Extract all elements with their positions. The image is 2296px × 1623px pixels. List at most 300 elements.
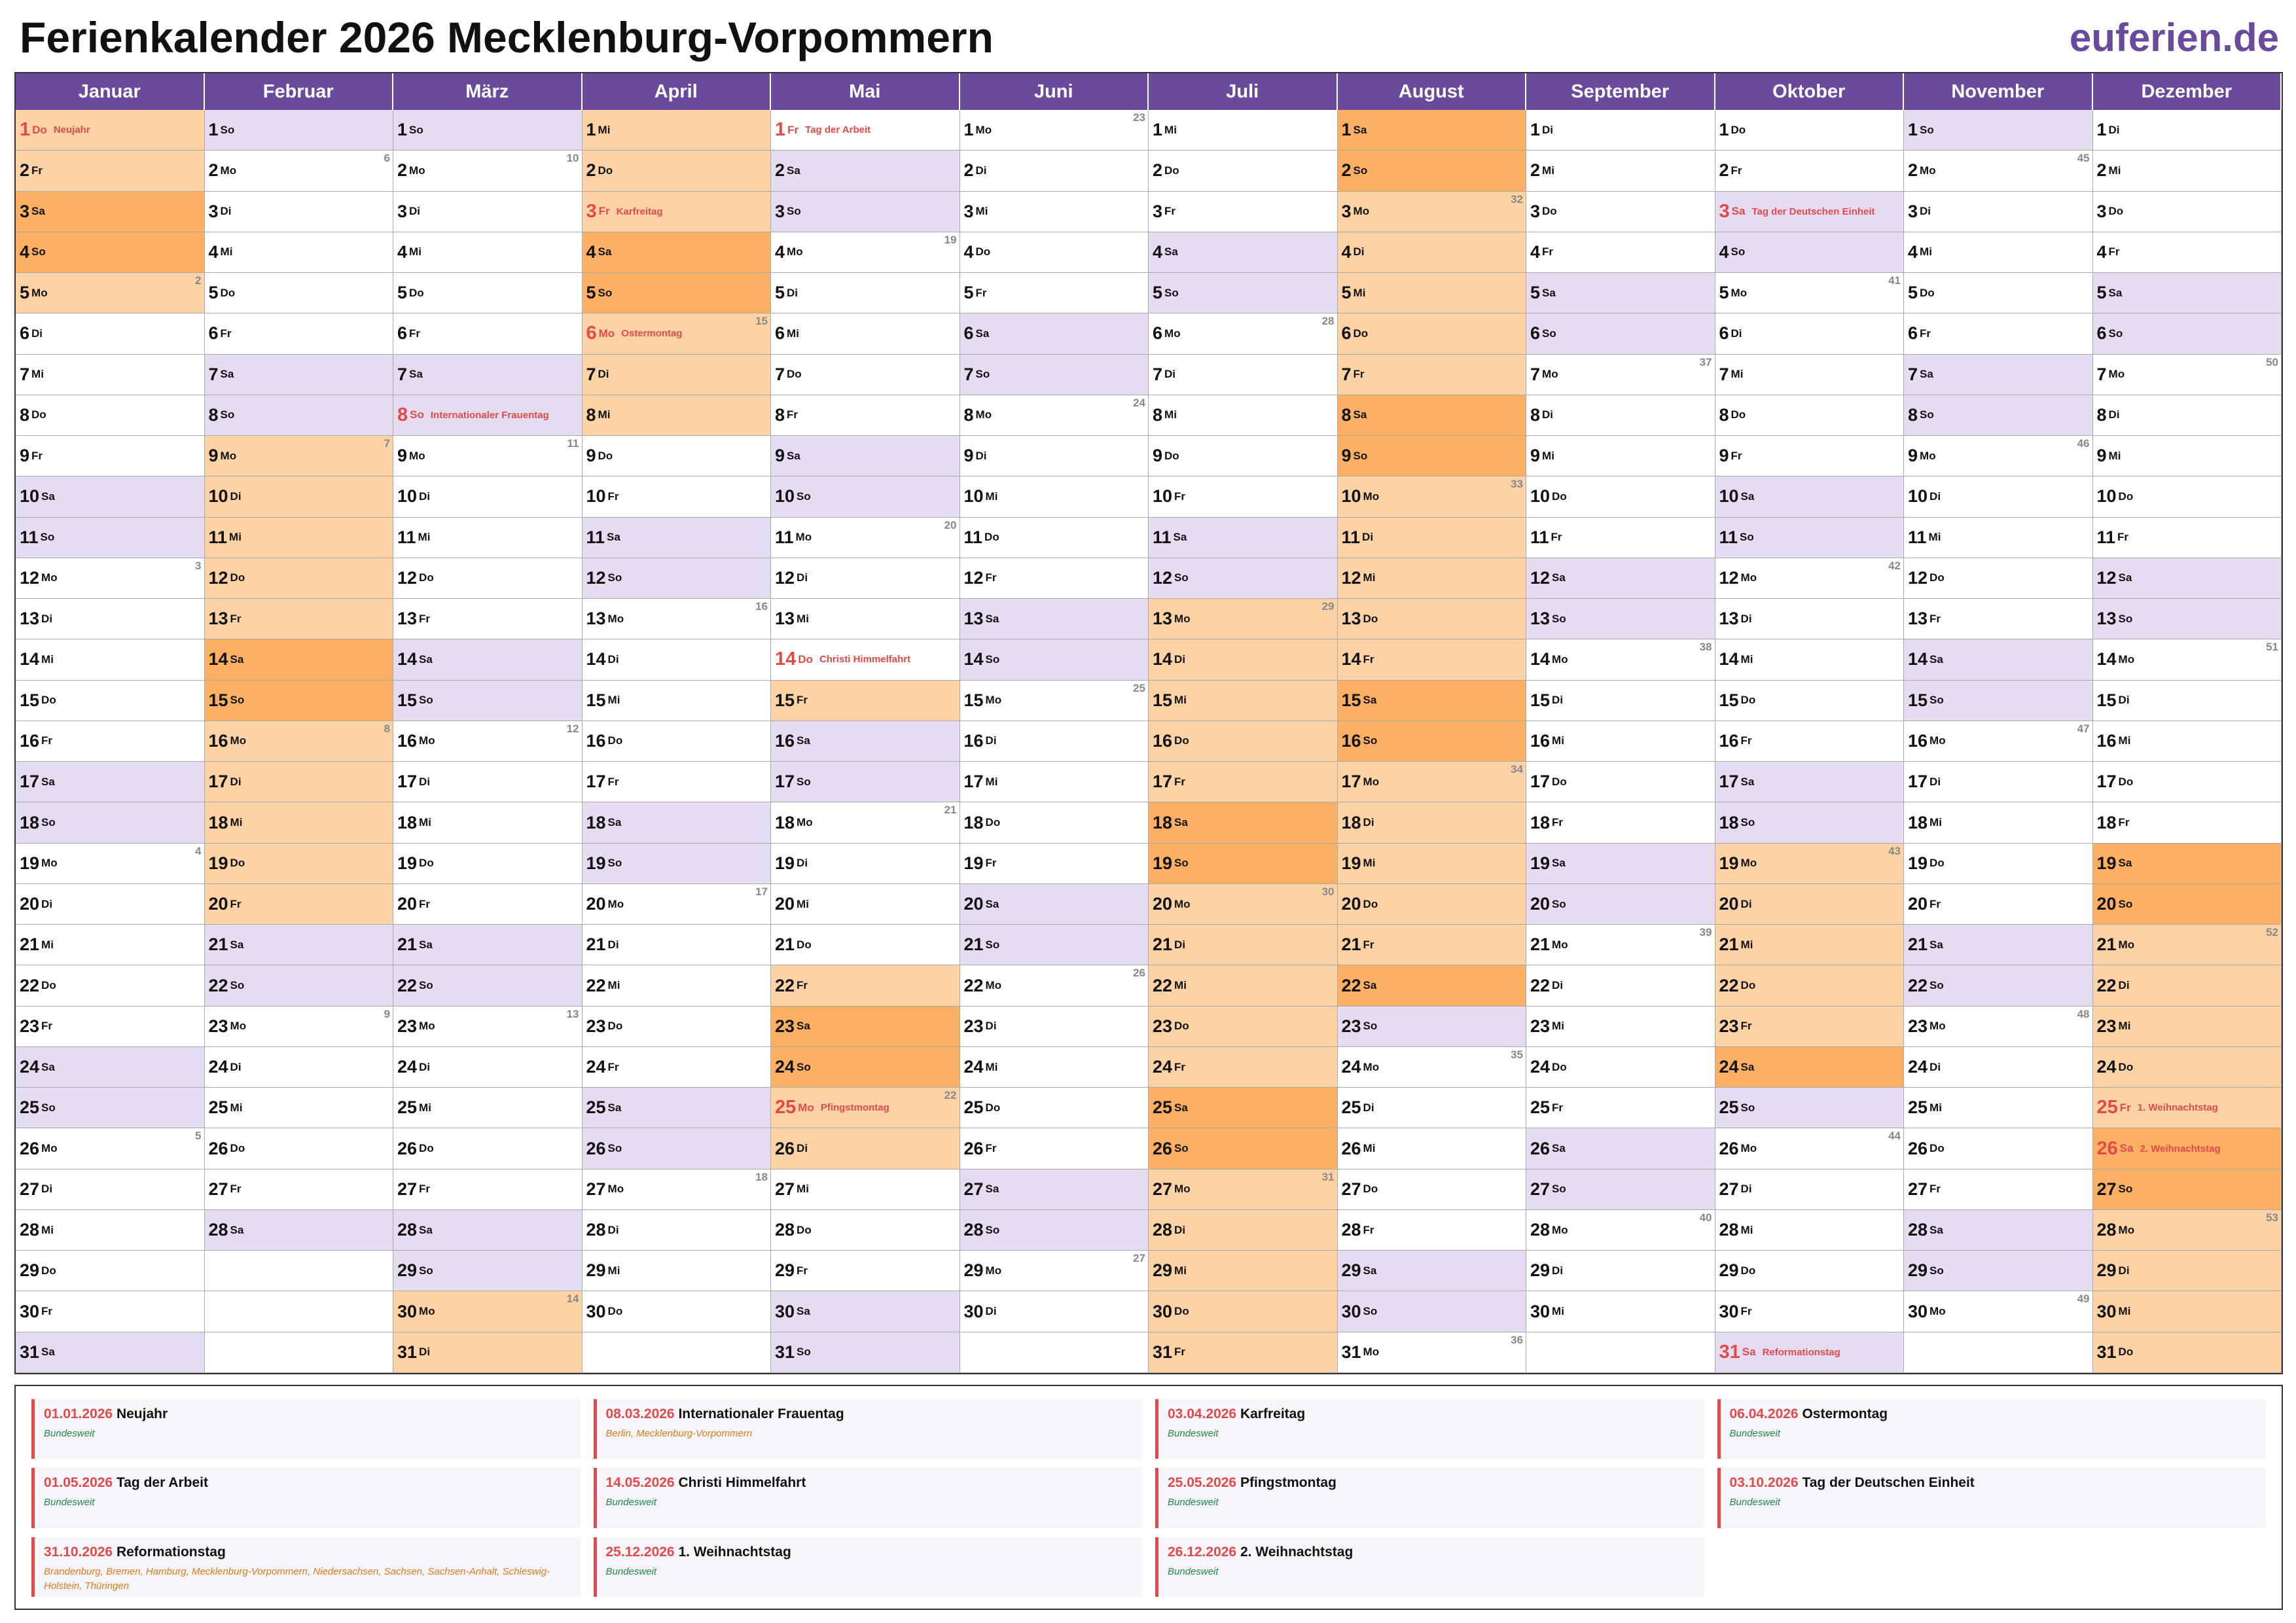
weekday-label: So bbox=[419, 694, 433, 707]
day-cell bbox=[1904, 681, 2093, 721]
weekday-label: So bbox=[220, 408, 235, 421]
day-number: 16 bbox=[775, 730, 795, 751]
week-number: 40 bbox=[1699, 1211, 1712, 1224]
day-cell bbox=[1338, 1251, 1527, 1291]
weekday-label: Mi bbox=[1920, 245, 1932, 259]
day-cell bbox=[393, 681, 583, 721]
weekday-label: So bbox=[607, 1142, 622, 1155]
day-cell bbox=[2093, 395, 2282, 436]
day-number: 15 bbox=[1719, 690, 1739, 710]
weekday-label: Mo bbox=[220, 449, 237, 462]
day-number: 10 bbox=[1530, 486, 1551, 507]
day-cell bbox=[771, 1210, 960, 1251]
weekday-label: So bbox=[1920, 408, 1934, 421]
weekday-label: Mo bbox=[1740, 571, 1757, 584]
day-number: 2 bbox=[20, 160, 30, 181]
week-number: 51 bbox=[2266, 641, 2278, 654]
week-number: 34 bbox=[1511, 763, 1523, 776]
weekday-label: Mo bbox=[795, 531, 812, 544]
weekday-label: So bbox=[1164, 286, 1179, 299]
day-cell bbox=[583, 313, 772, 354]
day-number: 27 bbox=[208, 1179, 228, 1199]
legend-title bbox=[1168, 1543, 1695, 1562]
weekday-label: Di bbox=[797, 857, 808, 870]
weekday-label: So bbox=[419, 979, 433, 992]
day-cell bbox=[393, 884, 583, 925]
day-number: 19 bbox=[397, 853, 418, 873]
month-header: Juli bbox=[1149, 73, 1338, 110]
day-cell bbox=[1715, 151, 1905, 191]
day-cell bbox=[583, 1291, 772, 1332]
weekday-label: So bbox=[985, 938, 1000, 951]
weekday-label: Di bbox=[1929, 1060, 1941, 1073]
brand-logo[interactable]: euferien.de bbox=[2069, 16, 2279, 60]
day-cell bbox=[2093, 151, 2282, 191]
day-number: 11 bbox=[397, 527, 416, 547]
day-number: 20 bbox=[963, 894, 984, 914]
day-cell bbox=[583, 965, 772, 1006]
day-cell bbox=[16, 1251, 205, 1291]
day-number: 10 bbox=[2096, 486, 2117, 507]
day-number: 18 bbox=[1719, 812, 1739, 832]
weekday-label: Mi bbox=[1363, 571, 1376, 584]
day-number: 6 bbox=[963, 323, 974, 344]
weekday-label: Do bbox=[1740, 979, 1756, 992]
empty-cell bbox=[205, 1332, 394, 1373]
weekday-label: Do bbox=[797, 938, 812, 951]
day-number: 9 bbox=[2096, 446, 2107, 466]
day-number: 29 bbox=[20, 1260, 40, 1281]
day-number: 23 bbox=[586, 1016, 606, 1036]
weekday-label: Sa bbox=[985, 897, 999, 910]
day-cell bbox=[393, 110, 583, 151]
day-number: 10 bbox=[208, 486, 228, 507]
day-number: 16 bbox=[1719, 730, 1739, 751]
day-number: 14 bbox=[208, 649, 228, 669]
holiday-label: Pfingstmontag bbox=[820, 1102, 889, 1114]
day-number: 30 bbox=[1153, 1301, 1173, 1321]
weekday-label: Do bbox=[607, 1020, 623, 1033]
day-number: 3 bbox=[1341, 201, 1352, 221]
day-number: 3 bbox=[963, 201, 974, 221]
day-number: 5 bbox=[1153, 283, 1163, 303]
day-cell bbox=[1149, 1007, 1338, 1047]
day-cell bbox=[771, 273, 960, 313]
day-number: 25 bbox=[1908, 1097, 1928, 1118]
day-number: 27 bbox=[1153, 1179, 1173, 1199]
weekday-label: Di bbox=[985, 1020, 997, 1033]
day-cell bbox=[1715, 558, 1905, 599]
weekday-label: Mi bbox=[1164, 408, 1177, 421]
day-number: 8 bbox=[963, 404, 974, 425]
day-number: 6 bbox=[775, 323, 785, 344]
weekday-label: Mo bbox=[985, 979, 1002, 992]
day-number: 27 bbox=[586, 1179, 606, 1199]
weekday-label: Fr bbox=[220, 327, 232, 340]
weekday-label: Sa bbox=[1740, 490, 1755, 503]
weekday-label: Do bbox=[1740, 1264, 1756, 1277]
day-number: 19 bbox=[1908, 853, 1928, 873]
weekday-label: Mo bbox=[975, 123, 992, 136]
day-cell bbox=[205, 273, 394, 313]
weekday-label: Sa bbox=[1173, 531, 1187, 544]
day-number: 15 bbox=[963, 690, 984, 710]
weekday-label: So bbox=[985, 652, 1000, 666]
day-number: 2 bbox=[1153, 160, 1163, 181]
day-cell bbox=[205, 232, 394, 273]
day-number: 27 bbox=[1530, 1179, 1551, 1199]
week-number: 42 bbox=[1888, 559, 1901, 572]
legend-title bbox=[1168, 1473, 1695, 1493]
weekday-label: Fr bbox=[1174, 1346, 1186, 1359]
day-number: 22 bbox=[397, 975, 418, 995]
day-cell bbox=[16, 313, 205, 354]
weekday-label: Do bbox=[1552, 775, 1567, 788]
day-cell bbox=[1149, 1128, 1338, 1169]
day-number: 21 bbox=[1908, 935, 1928, 955]
day-cell bbox=[1338, 721, 1527, 762]
day-cell bbox=[1715, 1007, 1905, 1047]
weekday-label: Di bbox=[2118, 694, 2130, 707]
day-cell bbox=[393, 1128, 583, 1169]
week-number: 36 bbox=[1511, 1333, 1523, 1346]
week-number: 22 bbox=[944, 1089, 957, 1102]
day-cell bbox=[2093, 802, 2282, 843]
day-cell bbox=[1338, 232, 1527, 273]
day-number: 24 bbox=[1908, 1057, 1928, 1077]
day-cell bbox=[2093, 558, 2282, 599]
day-number: 17 bbox=[397, 772, 418, 792]
day-cell bbox=[16, 1007, 205, 1047]
day-number: 11 bbox=[1719, 527, 1738, 547]
day-number: 14 bbox=[397, 649, 418, 669]
day-number: 17 bbox=[20, 772, 40, 792]
day-number: 11 bbox=[1341, 527, 1361, 547]
day-number: 16 bbox=[1153, 730, 1173, 751]
day-number: 29 bbox=[1719, 1260, 1739, 1281]
day-cell bbox=[2093, 884, 2282, 925]
day-number: 4 bbox=[775, 241, 785, 262]
day-number: 13 bbox=[586, 609, 606, 629]
day-cell bbox=[16, 1210, 205, 1251]
weekday-label: Do bbox=[1174, 1020, 1189, 1033]
day-cell bbox=[205, 884, 394, 925]
week-number: 31 bbox=[1321, 1170, 1335, 1183]
legend-title bbox=[44, 1404, 571, 1424]
weekday-label: Fr bbox=[797, 979, 808, 992]
day-cell bbox=[2093, 1332, 2282, 1373]
weekday-label: Mi bbox=[1552, 734, 1564, 747]
day-cell bbox=[771, 558, 960, 599]
week-number: 17 bbox=[755, 885, 768, 898]
day-cell bbox=[771, 1251, 960, 1291]
weekday-label: Do bbox=[230, 571, 245, 584]
day-number: 7 bbox=[2096, 364, 2107, 384]
weekday-label: Fr bbox=[1929, 1183, 1941, 1196]
day-cell bbox=[771, 721, 960, 762]
day-number: 22 bbox=[1908, 975, 1928, 995]
day-number: 13 bbox=[963, 609, 984, 629]
week-number: 24 bbox=[1133, 396, 1145, 409]
weekday-label: Do bbox=[41, 1264, 56, 1277]
weekday-label: So bbox=[1929, 1264, 1944, 1277]
day-cell bbox=[393, 355, 583, 395]
day-cell bbox=[2093, 110, 2282, 151]
day-number: 6 bbox=[20, 323, 30, 344]
day-number: 31 bbox=[1719, 1341, 1740, 1363]
day-cell bbox=[393, 599, 583, 639]
day-cell bbox=[960, 884, 1149, 925]
weekday-label: Mi bbox=[220, 245, 233, 259]
day-number: 10 bbox=[775, 486, 795, 507]
day-cell bbox=[1715, 313, 1905, 354]
day-number: 25 bbox=[20, 1097, 40, 1118]
weekday-label: So bbox=[1353, 449, 1368, 462]
day-number: 10 bbox=[1153, 486, 1173, 507]
day-cell bbox=[583, 1210, 772, 1251]
weekday-label: Fr bbox=[2108, 245, 2120, 259]
day-cell bbox=[1715, 110, 1905, 151]
weekday-label: Sa bbox=[1552, 857, 1566, 870]
day-number: 30 bbox=[586, 1301, 606, 1321]
day-number: 16 bbox=[1341, 730, 1361, 751]
day-cell bbox=[1149, 232, 1338, 273]
legend-date: 14.05.2026 bbox=[605, 1475, 675, 1491]
day-number: 12 bbox=[775, 567, 795, 588]
day-number: 8 bbox=[397, 404, 408, 425]
day-number: 3 bbox=[397, 201, 408, 221]
day-number: 9 bbox=[963, 446, 974, 466]
day-number: 25 bbox=[1530, 1097, 1551, 1118]
day-cell bbox=[16, 884, 205, 925]
day-number: 19 bbox=[1153, 853, 1173, 873]
day-number: 21 bbox=[1153, 935, 1173, 955]
weekday-label: Do bbox=[975, 245, 991, 259]
day-number: 28 bbox=[1530, 1220, 1551, 1240]
day-cell bbox=[1715, 436, 1905, 476]
day-number: 30 bbox=[1719, 1301, 1739, 1321]
day-number: 26 bbox=[1153, 1138, 1173, 1158]
day-cell bbox=[1338, 313, 1527, 354]
weekday-label: Di bbox=[1740, 1183, 1752, 1196]
day-number: 26 bbox=[208, 1138, 228, 1158]
day-cell bbox=[16, 599, 205, 639]
weekday-label: Mo bbox=[1174, 1183, 1191, 1196]
weekday-label: Sa bbox=[1363, 1264, 1377, 1277]
day-number: 23 bbox=[963, 1016, 984, 1036]
weekday-label: Mo bbox=[1731, 286, 1748, 299]
day-cell bbox=[1904, 436, 2093, 476]
day-cell bbox=[1526, 639, 1715, 680]
day-number: 23 bbox=[1341, 1016, 1361, 1036]
day-cell bbox=[2093, 1047, 2282, 1088]
weekday-label: Mo bbox=[230, 1020, 247, 1033]
weekday-label: Fr bbox=[598, 205, 610, 218]
day-cell bbox=[1715, 1047, 1905, 1088]
weekday-label: Do bbox=[607, 1305, 623, 1318]
day-number: 20 bbox=[1908, 894, 1928, 914]
day-number: 24 bbox=[208, 1057, 228, 1077]
day-number: 3 bbox=[1908, 201, 1918, 221]
weekday-label: Mi bbox=[1542, 164, 1554, 177]
week-number: 44 bbox=[1888, 1130, 1901, 1143]
day-cell bbox=[960, 1169, 1149, 1210]
day-cell bbox=[1715, 925, 1905, 965]
day-cell bbox=[583, 1169, 772, 1210]
legend-date: 31.10.2026 bbox=[44, 1544, 113, 1560]
day-number: 15 bbox=[1908, 690, 1928, 710]
day-number: 31 bbox=[397, 1342, 418, 1362]
day-cell bbox=[1149, 1251, 1338, 1291]
day-number: 5 bbox=[208, 283, 219, 303]
day-number: 12 bbox=[1908, 567, 1928, 588]
day-cell bbox=[1526, 476, 1715, 517]
day-number: 25 bbox=[586, 1097, 606, 1118]
legend-item bbox=[594, 1468, 1143, 1527]
day-cell bbox=[1338, 355, 1527, 395]
legend-title bbox=[606, 1473, 1134, 1493]
day-number: 1 bbox=[1908, 120, 1918, 140]
day-cell bbox=[1149, 884, 1338, 925]
day-cell bbox=[393, 1047, 583, 1088]
day-number: 7 bbox=[1719, 364, 1729, 384]
weekday-label: Fr bbox=[1363, 652, 1374, 666]
day-cell bbox=[960, 925, 1149, 965]
weekday-label: So bbox=[41, 1101, 56, 1114]
day-cell bbox=[1526, 599, 1715, 639]
weekday-label: Fr bbox=[1929, 612, 1941, 625]
day-cell bbox=[1904, 110, 2093, 151]
weekday-label: Fr bbox=[1731, 164, 1742, 177]
day-number: 15 bbox=[397, 690, 418, 710]
day-cell bbox=[393, 1251, 583, 1291]
day-number: 5 bbox=[963, 283, 974, 303]
day-cell bbox=[1149, 721, 1338, 762]
weekday-label: So bbox=[1542, 327, 1556, 340]
day-cell bbox=[583, 1088, 772, 1128]
day-number: 28 bbox=[963, 1220, 984, 1240]
weekday-label: Mi bbox=[1740, 938, 1753, 951]
day-number: 27 bbox=[1908, 1179, 1928, 1199]
day-cell bbox=[583, 639, 772, 680]
day-cell bbox=[1526, 1291, 1715, 1332]
week-number: 45 bbox=[2077, 152, 2090, 165]
weekday-label: So bbox=[607, 571, 622, 584]
weekday-label: Fr bbox=[1353, 368, 1365, 381]
weekday-label: Mi bbox=[598, 123, 611, 136]
legend-region: Berlin, Mecklenburg-Vorpommern bbox=[605, 1428, 753, 1439]
day-number: 11 bbox=[1908, 527, 1927, 547]
weekday-label: Mi bbox=[230, 1101, 243, 1114]
day-cell bbox=[1526, 1007, 1715, 1047]
weekday-label: Fr bbox=[787, 408, 798, 421]
day-number: 30 bbox=[1530, 1301, 1551, 1321]
day-cell bbox=[205, 313, 394, 354]
weekday-label: Mi bbox=[1929, 816, 1942, 829]
day-cell bbox=[771, 681, 960, 721]
weekday-label: Mi bbox=[607, 979, 620, 992]
legend-holiday-name: Reformationstag bbox=[116, 1544, 226, 1560]
day-cell bbox=[1526, 558, 1715, 599]
weekday-label: So bbox=[1740, 1101, 1755, 1114]
week-number: 43 bbox=[1888, 844, 1901, 857]
day-number: 29 bbox=[1908, 1260, 1928, 1281]
weekday-label: Mi bbox=[41, 652, 54, 666]
day-number: 14 bbox=[1153, 649, 1173, 669]
weekday-label: Do bbox=[787, 368, 802, 381]
weekday-label: Do bbox=[1164, 164, 1179, 177]
day-number: 12 bbox=[2096, 567, 2117, 588]
weekday-label: Mo bbox=[419, 1020, 435, 1033]
day-cell bbox=[1526, 273, 1715, 313]
day-number: 27 bbox=[2096, 1179, 2117, 1199]
weekday-label: Sa bbox=[1353, 408, 1367, 421]
weekday-label: Fr bbox=[1740, 1305, 1752, 1318]
day-number: 3 bbox=[586, 200, 597, 222]
day-number: 24 bbox=[1153, 1057, 1173, 1077]
day-number: 19 bbox=[586, 853, 606, 873]
weekday-label: Sa bbox=[607, 1101, 622, 1114]
weekday-label: Do bbox=[1363, 1183, 1378, 1196]
weekday-label: Mi bbox=[2118, 734, 2131, 747]
day-number: 13 bbox=[208, 609, 228, 629]
day-number: 25 bbox=[775, 1097, 797, 1118]
day-cell bbox=[960, 273, 1149, 313]
day-cell bbox=[205, 395, 394, 436]
weekday-label: So bbox=[1920, 123, 1934, 136]
legend-title bbox=[44, 1473, 571, 1493]
weekday-label: So bbox=[41, 816, 56, 829]
day-cell bbox=[1904, 925, 2093, 965]
weekday-label: Di bbox=[1552, 694, 1564, 707]
day-cell bbox=[16, 558, 205, 599]
day-number: 22 bbox=[775, 975, 795, 995]
weekday-label: Mi bbox=[985, 490, 998, 503]
day-cell bbox=[393, 558, 583, 599]
day-number: 5 bbox=[1530, 283, 1541, 303]
day-number: 31 bbox=[775, 1342, 795, 1362]
weekday-label: So bbox=[410, 408, 424, 421]
day-number: 15 bbox=[1153, 690, 1173, 710]
day-cell bbox=[1149, 110, 1338, 151]
weekday-label: Mi bbox=[607, 1264, 620, 1277]
weekday-label: Do bbox=[419, 571, 434, 584]
day-number: 14 bbox=[20, 649, 40, 669]
day-cell bbox=[2093, 436, 2282, 476]
day-number: 1 bbox=[586, 120, 596, 140]
weekday-label: Fr bbox=[2118, 816, 2130, 829]
day-number: 2 bbox=[397, 160, 408, 181]
day-number: 24 bbox=[1719, 1057, 1739, 1077]
day-number: 9 bbox=[1908, 446, 1918, 466]
day-cell bbox=[393, 844, 583, 884]
day-cell bbox=[1904, 1088, 2093, 1128]
day-number: 27 bbox=[775, 1179, 795, 1199]
day-cell bbox=[1338, 1128, 1527, 1169]
month-header: April bbox=[583, 73, 772, 110]
day-cell bbox=[205, 1047, 394, 1088]
day-cell bbox=[393, 802, 583, 843]
weekday-label: Sa bbox=[985, 1183, 999, 1196]
weekday-label: Di bbox=[787, 286, 798, 299]
day-cell bbox=[960, 518, 1149, 558]
weekday-label: Di bbox=[797, 571, 808, 584]
day-cell bbox=[1715, 395, 1905, 436]
day-number: 30 bbox=[1908, 1301, 1928, 1321]
day-number: 8 bbox=[1530, 404, 1541, 425]
day-cell bbox=[205, 762, 394, 802]
weekday-label: Do bbox=[1920, 286, 1935, 299]
